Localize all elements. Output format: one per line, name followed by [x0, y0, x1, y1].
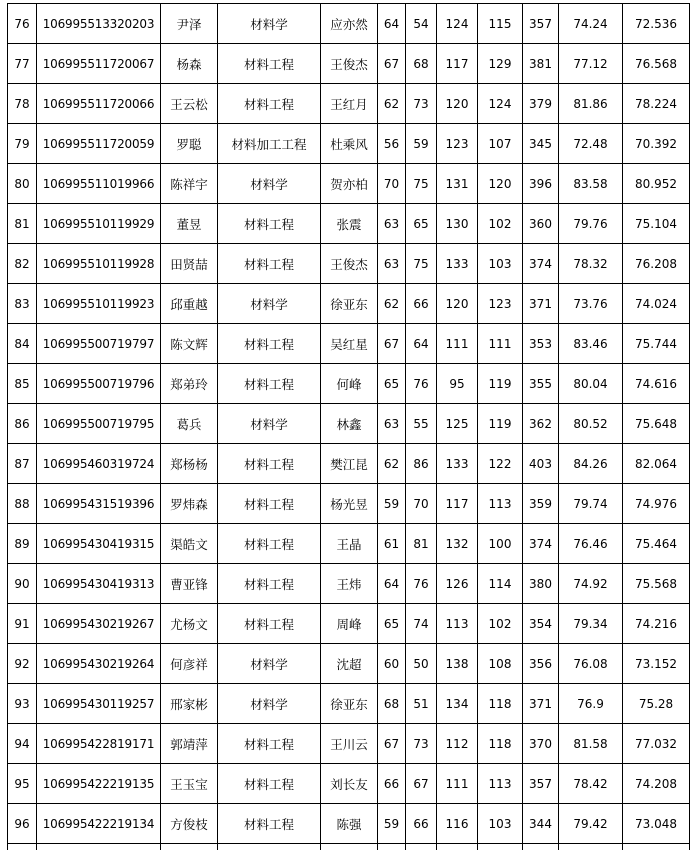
score-english-cell: 54: [406, 4, 437, 44]
score-math-cell: 133: [437, 444, 478, 484]
score-politics-cell: 63: [378, 404, 406, 444]
major-cell: 材料工程: [218, 764, 321, 804]
interview-score-cell: 78.32: [559, 244, 623, 284]
candidate-id-cell: 106995422819171: [37, 724, 161, 764]
advisor-cell: 王川云: [321, 724, 378, 764]
major-cell: 材料学: [218, 644, 321, 684]
total-score-cell: 380: [523, 564, 559, 604]
candidate-id-cell: 106995511720067: [37, 44, 161, 84]
table-row: [8, 564, 690, 604]
score-math-cell: 113: [437, 604, 478, 644]
candidate-name-cell: 葛兵: [161, 404, 218, 444]
candidate-id-cell: 106995422219134: [37, 804, 161, 844]
advisor-cell: 杜乘风: [321, 124, 378, 164]
candidate-name-cell: 邱重越: [161, 284, 218, 324]
score-math-cell: 132: [437, 524, 478, 564]
final-score-cell: 75.28: [623, 684, 690, 724]
interview-score-cell: 76.9: [559, 684, 623, 724]
score-math-cell: 117: [437, 484, 478, 524]
score-english-cell: 86: [406, 444, 437, 484]
score-professional-cell: 103: [478, 804, 523, 844]
score-english-cell: 51: [406, 684, 437, 724]
score-professional-cell: 108: [478, 644, 523, 684]
candidate-name-cell: 郑弟玲: [161, 364, 218, 404]
score-politics-cell: 56: [378, 124, 406, 164]
final-score-cell: 75.648: [623, 404, 690, 444]
score-math-cell: 124: [437, 4, 478, 44]
major-cell: 材料工程: [218, 444, 321, 484]
score-professional-cell: 119: [478, 364, 523, 404]
score-english-cell: 67: [406, 764, 437, 804]
final-score-cell: 74.216: [623, 604, 690, 644]
table-row: [8, 684, 690, 724]
score-math-cell: 116: [437, 804, 478, 844]
advisor-cell: 王俊杰: [321, 244, 378, 284]
empty-cell: [523, 844, 559, 851]
row-number-cell: 91: [8, 604, 37, 644]
final-score-cell: 80.952: [623, 164, 690, 204]
final-score-cell: 75.464: [623, 524, 690, 564]
interview-score-cell: 83.46: [559, 324, 623, 364]
candidate-name-cell: 尹泽: [161, 4, 218, 44]
score-politics-cell: 70: [378, 164, 406, 204]
score-english-cell: 64: [406, 324, 437, 364]
candidate-name-cell: 田贤喆: [161, 244, 218, 284]
candidate-name-cell: 杨森: [161, 44, 218, 84]
score-math-cell: 130: [437, 204, 478, 244]
score-politics-cell: 63: [378, 204, 406, 244]
advisor-cell: 张震: [321, 204, 378, 244]
table-row: [8, 484, 690, 524]
interview-score-cell: 76.08: [559, 644, 623, 684]
score-professional-cell: 124: [478, 84, 523, 124]
row-number-cell: 88: [8, 484, 37, 524]
score-math-cell: 112: [437, 724, 478, 764]
score-politics-cell: 61: [378, 524, 406, 564]
score-professional-cell: 103: [478, 244, 523, 284]
score-politics-cell: 64: [378, 4, 406, 44]
score-math-cell: 95: [437, 364, 478, 404]
score-professional-cell: 114: [478, 564, 523, 604]
table-row: [8, 404, 690, 444]
empty-cell: [321, 844, 378, 851]
table-row: [8, 84, 690, 124]
final-score-cell: 74.616: [623, 364, 690, 404]
advisor-cell: 徐亚东: [321, 284, 378, 324]
score-professional-cell: 111: [478, 324, 523, 364]
final-score-cell: 73.152: [623, 644, 690, 684]
candidate-id-cell: 106995500719797: [37, 324, 161, 364]
row-number-cell: 82: [8, 244, 37, 284]
row-number-cell: 78: [8, 84, 37, 124]
empty-cell: [478, 844, 523, 851]
row-number-cell: 79: [8, 124, 37, 164]
score-math-cell: 111: [437, 324, 478, 364]
score-math-cell: 131: [437, 164, 478, 204]
advisor-cell: 周峰: [321, 604, 378, 644]
candidate-name-cell: 郑杨杨: [161, 444, 218, 484]
score-politics-cell: 67: [378, 324, 406, 364]
score-politics-cell: 68: [378, 684, 406, 724]
score-english-cell: 75: [406, 244, 437, 284]
candidate-name-cell: 董昱: [161, 204, 218, 244]
empty-cell: [161, 844, 218, 851]
interview-score-cell: 81.86: [559, 84, 623, 124]
advisor-cell: 王炜: [321, 564, 378, 604]
score-math-cell: 134: [437, 684, 478, 724]
interview-score-cell: 79.34: [559, 604, 623, 644]
candidate-name-cell: 方俊枝: [161, 804, 218, 844]
major-cell: 材料工程: [218, 324, 321, 364]
advisor-cell: 王俊杰: [321, 44, 378, 84]
major-cell: 材料工程: [218, 364, 321, 404]
table-body: [8, 4, 690, 851]
candidate-name-cell: 何彦祥: [161, 644, 218, 684]
score-math-cell: 125: [437, 404, 478, 444]
score-politics-cell: 60: [378, 644, 406, 684]
table-row: [8, 44, 690, 84]
candidate-name-cell: 尤杨文: [161, 604, 218, 644]
candidate-id-cell: 106995460319724: [37, 444, 161, 484]
score-english-cell: 75: [406, 164, 437, 204]
interview-score-cell: 79.76: [559, 204, 623, 244]
row-number-cell: 94: [8, 724, 37, 764]
score-politics-cell: 67: [378, 44, 406, 84]
total-score-cell: 379: [523, 84, 559, 124]
score-professional-cell: 118: [478, 684, 523, 724]
candidate-id-cell: 106995510119923: [37, 284, 161, 324]
score-politics-cell: 59: [378, 484, 406, 524]
candidate-id-cell: 106995511720066: [37, 84, 161, 124]
final-score-cell: 75.104: [623, 204, 690, 244]
score-professional-cell: 100: [478, 524, 523, 564]
table-row: [8, 324, 690, 364]
advisor-cell: 陈强: [321, 804, 378, 844]
major-cell: 材料学: [218, 164, 321, 204]
empty-cell: [378, 844, 406, 851]
final-score-cell: 72.536: [623, 4, 690, 44]
row-number-cell: 84: [8, 324, 37, 364]
score-professional-cell: 122: [478, 444, 523, 484]
total-score-cell: 356: [523, 644, 559, 684]
total-score-cell: 381: [523, 44, 559, 84]
advisor-cell: 何峰: [321, 364, 378, 404]
table-row: [8, 764, 690, 804]
candidate-id-cell: 106995510119929: [37, 204, 161, 244]
score-math-cell: 120: [437, 84, 478, 124]
score-math-cell: 117: [437, 44, 478, 84]
interview-score-cell: 77.12: [559, 44, 623, 84]
interview-score-cell: 78.42: [559, 764, 623, 804]
score-politics-cell: 62: [378, 84, 406, 124]
major-cell: 材料工程: [218, 604, 321, 644]
advisor-cell: 林鑫: [321, 404, 378, 444]
table-row: [8, 724, 690, 764]
total-score-cell: 374: [523, 524, 559, 564]
major-cell: 材料加工工程: [218, 124, 321, 164]
empty-cell: [37, 844, 161, 851]
score-math-cell: 126: [437, 564, 478, 604]
total-score-cell: 360: [523, 204, 559, 244]
empty-cell: [559, 844, 623, 851]
score-math-cell: 138: [437, 644, 478, 684]
interview-score-cell: 84.26: [559, 444, 623, 484]
candidate-id-cell: 106995430219264: [37, 644, 161, 684]
row-number-cell: 81: [8, 204, 37, 244]
candidate-id-cell: 106995422219135: [37, 764, 161, 804]
score-english-cell: 73: [406, 724, 437, 764]
score-professional-cell: 113: [478, 764, 523, 804]
score-english-cell: 74: [406, 604, 437, 644]
score-politics-cell: 65: [378, 364, 406, 404]
score-english-cell: 66: [406, 804, 437, 844]
total-score-cell: 374: [523, 244, 559, 284]
score-professional-cell: 115: [478, 4, 523, 44]
candidate-id-cell: 106995430219267: [37, 604, 161, 644]
row-number-cell: 76: [8, 4, 37, 44]
candidate-id-cell: 106995513320203: [37, 4, 161, 44]
candidate-name-cell: 罗聪: [161, 124, 218, 164]
interview-score-cell: 73.76: [559, 284, 623, 324]
advisor-cell: 刘长友: [321, 764, 378, 804]
candidate-name-cell: 陈祥宇: [161, 164, 218, 204]
total-score-cell: 370: [523, 724, 559, 764]
score-politics-cell: 62: [378, 284, 406, 324]
score-politics-cell: 62: [378, 444, 406, 484]
empty-cell: [406, 844, 437, 851]
interview-score-cell: 74.24: [559, 4, 623, 44]
advisor-cell: 沈超: [321, 644, 378, 684]
score-math-cell: 111: [437, 764, 478, 804]
total-score-cell: 396: [523, 164, 559, 204]
advisor-cell: 王红月: [321, 84, 378, 124]
advisor-cell: 杨光昱: [321, 484, 378, 524]
advisor-cell: 王晶: [321, 524, 378, 564]
major-cell: 材料学: [218, 684, 321, 724]
row-number-cell: 86: [8, 404, 37, 444]
score-professional-cell: 113: [478, 484, 523, 524]
score-english-cell: 76: [406, 564, 437, 604]
score-politics-cell: 67: [378, 724, 406, 764]
table-row: [8, 524, 690, 564]
final-score-cell: 74.208: [623, 764, 690, 804]
score-politics-cell: 59: [378, 804, 406, 844]
interview-score-cell: 79.42: [559, 804, 623, 844]
major-cell: 材料学: [218, 404, 321, 444]
final-score-cell: 82.064: [623, 444, 690, 484]
total-score-cell: 344: [523, 804, 559, 844]
final-score-cell: 76.208: [623, 244, 690, 284]
major-cell: 材料工程: [218, 44, 321, 84]
row-number-cell: 80: [8, 164, 37, 204]
admission-score-table: [7, 3, 690, 850]
interview-score-cell: 72.48: [559, 124, 623, 164]
candidate-id-cell: 106995511720059: [37, 124, 161, 164]
empty-cell: [8, 844, 37, 851]
candidate-id-cell: 106995430119257: [37, 684, 161, 724]
major-cell: 材料工程: [218, 84, 321, 124]
table-row: [8, 644, 690, 684]
candidate-name-cell: 王云松: [161, 84, 218, 124]
candidate-name-cell: 王玉宝: [161, 764, 218, 804]
score-english-cell: 68: [406, 44, 437, 84]
candidate-name-cell: 邢家彬: [161, 684, 218, 724]
total-score-cell: 354: [523, 604, 559, 644]
row-number-cell: 77: [8, 44, 37, 84]
score-english-cell: 73: [406, 84, 437, 124]
advisor-cell: 樊江昆: [321, 444, 378, 484]
table-row: [8, 164, 690, 204]
final-score-cell: 75.744: [623, 324, 690, 364]
score-english-cell: 65: [406, 204, 437, 244]
interview-score-cell: 83.58: [559, 164, 623, 204]
total-score-cell: 357: [523, 764, 559, 804]
empty-cell: [437, 844, 478, 851]
table-row-partial: [8, 844, 690, 851]
score-professional-cell: 102: [478, 204, 523, 244]
table-row: [8, 124, 690, 164]
score-english-cell: 66: [406, 284, 437, 324]
score-politics-cell: 66: [378, 764, 406, 804]
row-number-cell: 92: [8, 644, 37, 684]
table-row: [8, 4, 690, 44]
score-professional-cell: 102: [478, 604, 523, 644]
major-cell: 材料工程: [218, 244, 321, 284]
row-number-cell: 90: [8, 564, 37, 604]
empty-cell: [623, 844, 690, 851]
final-score-cell: 73.048: [623, 804, 690, 844]
score-english-cell: 70: [406, 484, 437, 524]
table-row: [8, 204, 690, 244]
interview-score-cell: 74.92: [559, 564, 623, 604]
total-score-cell: 357: [523, 4, 559, 44]
final-score-cell: 77.032: [623, 724, 690, 764]
table-row: [8, 804, 690, 844]
candidate-name-cell: 罗炜森: [161, 484, 218, 524]
row-number-cell: 83: [8, 284, 37, 324]
row-number-cell: 95: [8, 764, 37, 804]
row-number-cell: 93: [8, 684, 37, 724]
candidate-id-cell: 106995430419313: [37, 564, 161, 604]
score-professional-cell: 118: [478, 724, 523, 764]
score-politics-cell: 64: [378, 564, 406, 604]
row-number-cell: 96: [8, 804, 37, 844]
row-number-cell: 89: [8, 524, 37, 564]
score-professional-cell: 119: [478, 404, 523, 444]
score-english-cell: 50: [406, 644, 437, 684]
final-score-cell: 78.224: [623, 84, 690, 124]
final-score-cell: 76.568: [623, 44, 690, 84]
candidate-name-cell: 曹亚锋: [161, 564, 218, 604]
score-math-cell: 133: [437, 244, 478, 284]
interview-score-cell: 79.74: [559, 484, 623, 524]
table-row: [8, 244, 690, 284]
advisor-cell: 贺亦柏: [321, 164, 378, 204]
candidate-id-cell: 106995500719795: [37, 404, 161, 444]
interview-score-cell: 80.52: [559, 404, 623, 444]
candidate-id-cell: 106995511019966: [37, 164, 161, 204]
major-cell: 材料工程: [218, 564, 321, 604]
table-row: [8, 444, 690, 484]
score-professional-cell: 120: [478, 164, 523, 204]
empty-cell: [218, 844, 321, 851]
interview-score-cell: 76.46: [559, 524, 623, 564]
row-number-cell: 85: [8, 364, 37, 404]
candidate-id-cell: 106995500719796: [37, 364, 161, 404]
major-cell: 材料工程: [218, 804, 321, 844]
total-score-cell: 371: [523, 684, 559, 724]
total-score-cell: 353: [523, 324, 559, 364]
score-math-cell: 120: [437, 284, 478, 324]
advisor-cell: 应亦然: [321, 4, 378, 44]
final-score-cell: 74.024: [623, 284, 690, 324]
candidate-name-cell: 渠皓文: [161, 524, 218, 564]
total-score-cell: 359: [523, 484, 559, 524]
major-cell: 材料学: [218, 284, 321, 324]
final-score-cell: 74.976: [623, 484, 690, 524]
candidate-id-cell: 106995431519396: [37, 484, 161, 524]
score-professional-cell: 129: [478, 44, 523, 84]
interview-score-cell: 81.58: [559, 724, 623, 764]
major-cell: 材料工程: [218, 484, 321, 524]
score-english-cell: 76: [406, 364, 437, 404]
interview-score-cell: 80.04: [559, 364, 623, 404]
total-score-cell: 355: [523, 364, 559, 404]
table-row: [8, 284, 690, 324]
total-score-cell: 345: [523, 124, 559, 164]
score-politics-cell: 63: [378, 244, 406, 284]
score-english-cell: 55: [406, 404, 437, 444]
final-score-cell: 75.568: [623, 564, 690, 604]
major-cell: 材料学: [218, 4, 321, 44]
advisor-cell: 徐亚东: [321, 684, 378, 724]
score-english-cell: 81: [406, 524, 437, 564]
score-english-cell: 59: [406, 124, 437, 164]
table-row: [8, 364, 690, 404]
total-score-cell: 371: [523, 284, 559, 324]
candidate-id-cell: 106995430419315: [37, 524, 161, 564]
score-math-cell: 123: [437, 124, 478, 164]
advisor-cell: 吴红星: [321, 324, 378, 364]
score-professional-cell: 123: [478, 284, 523, 324]
table-row: [8, 604, 690, 644]
major-cell: 材料工程: [218, 204, 321, 244]
final-score-cell: 70.392: [623, 124, 690, 164]
score-professional-cell: 107: [478, 124, 523, 164]
total-score-cell: 362: [523, 404, 559, 444]
candidate-name-cell: 郭靖萍: [161, 724, 218, 764]
candidate-name-cell: 陈文辉: [161, 324, 218, 364]
major-cell: 材料工程: [218, 724, 321, 764]
candidate-id-cell: 106995510119928: [37, 244, 161, 284]
major-cell: 材料工程: [218, 524, 321, 564]
total-score-cell: 403: [523, 444, 559, 484]
score-politics-cell: 65: [378, 604, 406, 644]
row-number-cell: 87: [8, 444, 37, 484]
